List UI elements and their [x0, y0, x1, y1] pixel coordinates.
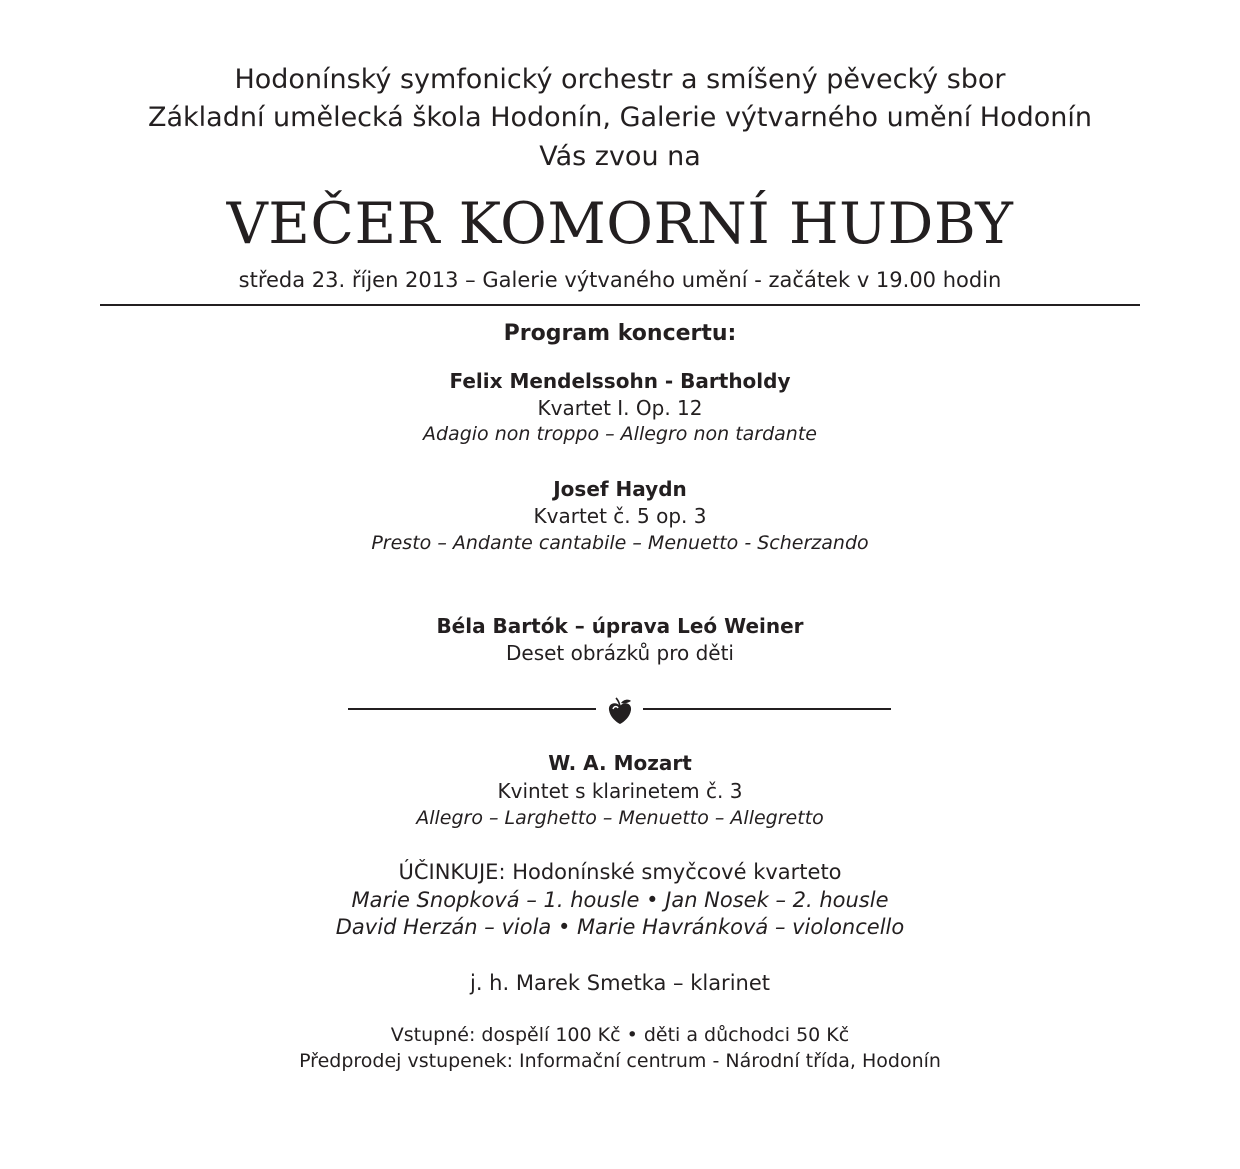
- performers-line-2: David Herzán – viola • Marie Havránková – violoncello: [335, 915, 905, 939]
- performers-line-1: Marie Snopková – 1. housle • Jan Nosek – 2. housle: [351, 888, 889, 912]
- program-item-1-work: Kvartet I. Op. 12: [537, 396, 703, 420]
- admission-prices: Vstupné: dospělí 100 Kč • děti a důchodci 50 Kč: [390, 1024, 850, 1046]
- top-divider-line: [100, 304, 1140, 306]
- header-line-invite: Vás zvou na: [539, 141, 701, 172]
- program-item-1-movements: Adagio non troppo – Allegro non tardante: [423, 423, 817, 445]
- program-item-4-composer: W. A. Mozart: [548, 751, 692, 775]
- apple-heart-ornament-icon: [606, 697, 634, 725]
- program-item-4-movements: Allegro – Larghetto – Menuetto – Allegretto: [416, 807, 824, 829]
- intermission-divider-right: [643, 708, 891, 710]
- header-line-institutions: Základní umělecká škola Hodonín, Galerie výtvarného umění Hodonín: [147, 102, 1093, 133]
- program-item-3-composer: Béla Bartók – úprava Leó Weiner: [436, 614, 804, 638]
- program-item-3-work: Deset obrázků pro děti: [505, 641, 734, 665]
- intermission-divider-left: [348, 708, 596, 710]
- event-title: VEČER KOMORNÍ HUDBY: [226, 191, 1014, 257]
- program-item-4-work: Kvintet s klarinetem č. 3: [497, 779, 743, 803]
- performers-heading: ÚČINKUJE: Hodonínské smyčcové kvarteto: [398, 860, 842, 884]
- program-heading: Program koncertu:: [503, 321, 737, 346]
- guest-performer: j. h. Marek Smetka – klarinet: [469, 971, 770, 995]
- header-line-organizers: Hodonínský symfonický orchestr a smíšený pěvecký sbor: [234, 64, 1006, 95]
- event-date-venue: středa 23. říjen 2013 – Galerie výtvaného umění - začátek v 19.00 hodin: [238, 268, 1002, 292]
- presale-info: Předprodej vstupenek: Informační centrum - Národní třída, Hodonín: [299, 1050, 941, 1072]
- program-item-1-composer: Felix Mendelssohn - Bartholdy: [449, 369, 791, 393]
- program-item-2-work: Kvartet č. 5 op. 3: [533, 504, 707, 528]
- program-item-2-composer: Josef Haydn: [553, 477, 687, 501]
- program-item-2-movements: Presto – Andante cantabile – Menuetto - Scherzando: [371, 532, 869, 554]
